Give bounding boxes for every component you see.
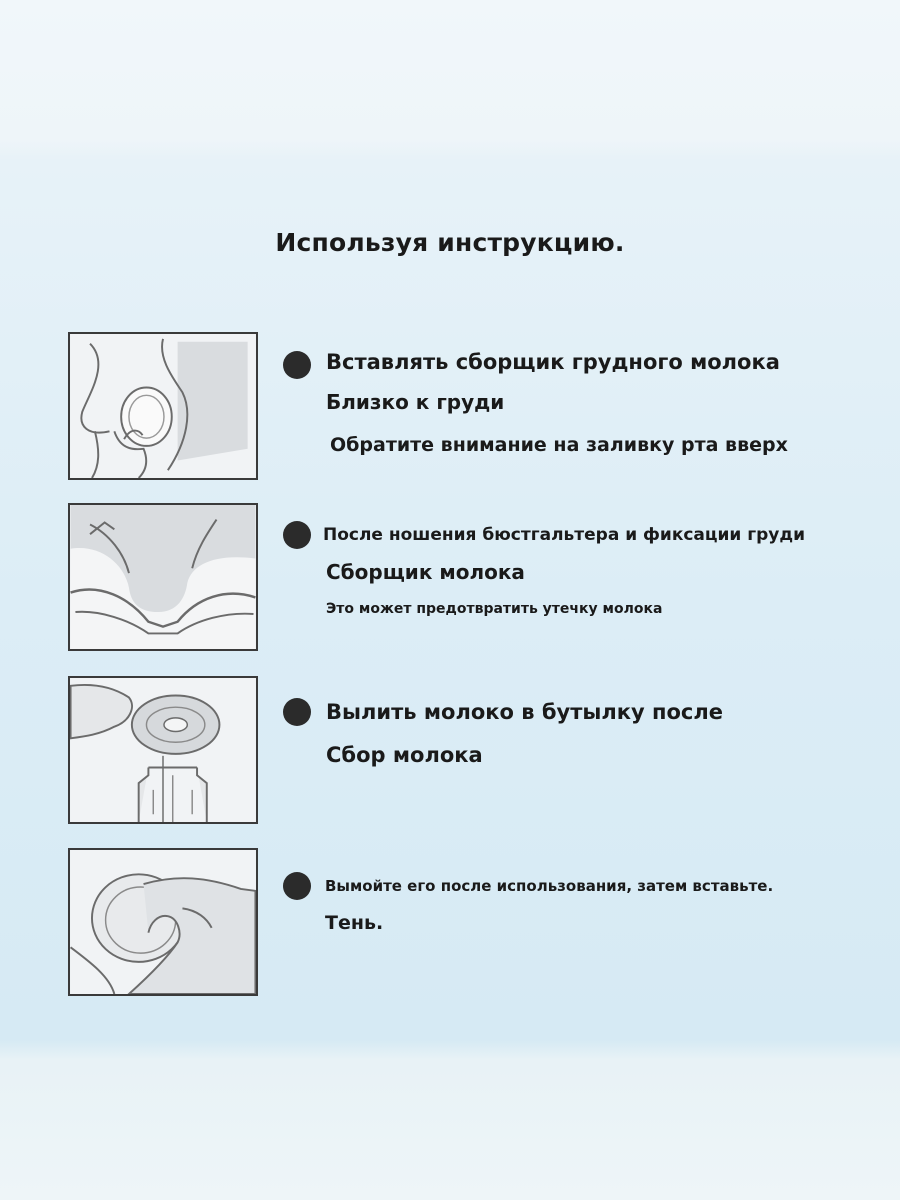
step2-line3: Это может предотвратить утечку молока: [326, 601, 663, 617]
step3-line1: Вылить молоко в бутылку после: [326, 700, 724, 724]
step2-line1: После ношения бюстгальтера и фиксации груди: [323, 525, 806, 545]
wash-shell-illustration: [68, 848, 258, 996]
page-title: Используя инструкцию.: [275, 228, 625, 257]
step1-line1: Вставлять сборщик грудного молока: [326, 350, 780, 374]
step-bullet: [283, 521, 311, 549]
step-bullet: [283, 872, 311, 900]
step-bullet: [283, 351, 311, 379]
bra-wear-illustration: [68, 503, 258, 651]
step4-line2: Тень.: [325, 912, 384, 934]
pour-milk-bottle-illustration: [68, 676, 258, 824]
step3-line2: Сбор молока: [326, 743, 483, 767]
step-bullet: [283, 698, 311, 726]
step1-line2: Близко к груди: [326, 390, 505, 414]
step1-line3: Обратите внимание на заливку рта вверх: [330, 434, 788, 456]
step4-line1: Вымойте его после использования, затем вставьте.: [325, 877, 774, 895]
step2-line2: Сборщик молока: [326, 560, 525, 584]
breast-shell-insert-illustration: [68, 332, 258, 480]
